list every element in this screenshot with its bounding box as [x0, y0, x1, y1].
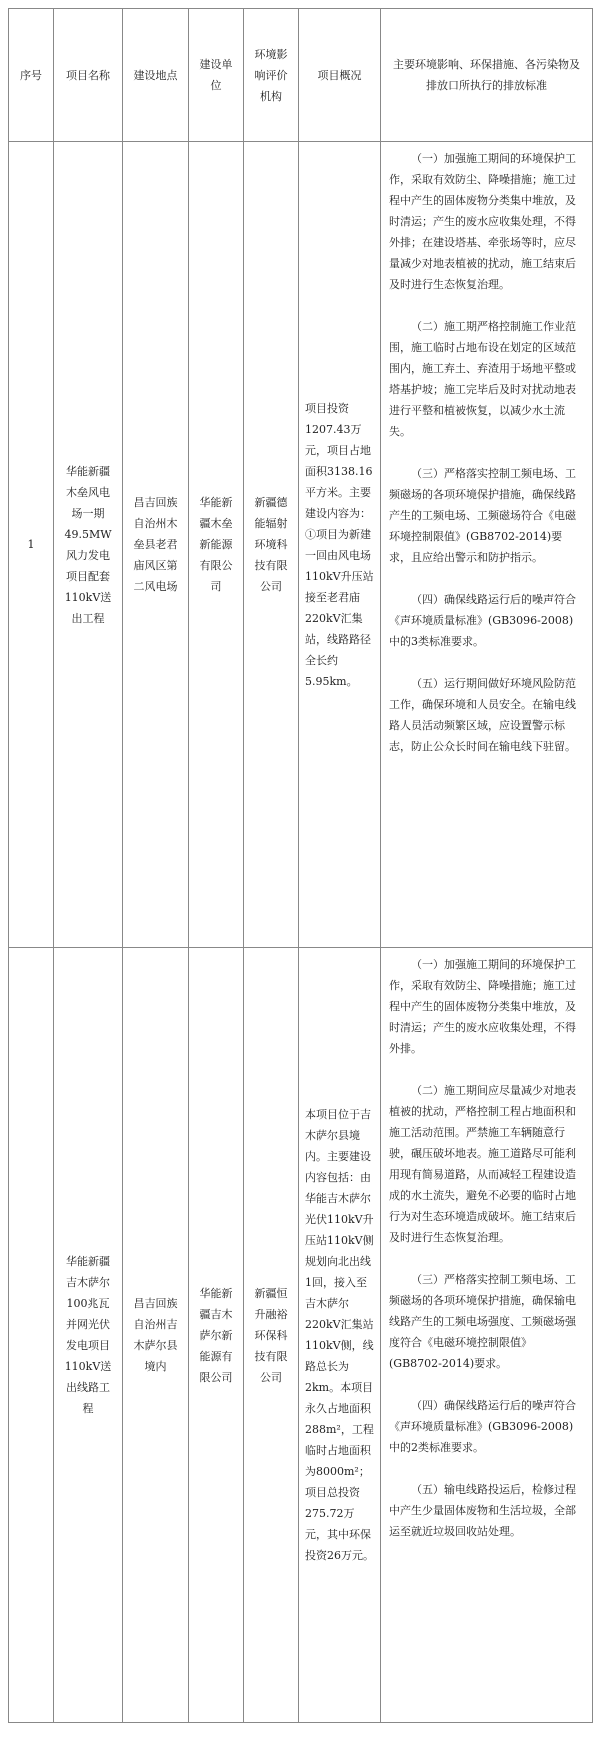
table-row — [9, 142, 593, 948]
header-agency: 环境影响评价机构 — [244, 9, 299, 142]
construction-site: 昌吉回族自治州木垒县老君庙风区第二风电场 — [123, 142, 189, 948]
assessment-agency: 新疆恒升融裕环保科技有限公司 — [244, 948, 299, 1723]
measure-item: （二）施工期间应尽量减少对地表植被的扰动，严格控制工程占地面积和施工活动范围。严禁施工车辆随意行驶，碾压破坏地表。施工道路尽可能利用现有简易道路，从而减轻工程建设造成的水土流失，避免不必要的临时占地行为对生态环境造成破坏。施工结束后及时进行生态恢复治理。 — [389, 1084, 576, 1244]
construction-unit: 华能新疆吉木萨尔新能源有限公司 — [189, 948, 244, 1723]
measure-item: （三）严格落实控制工频电场、工频磁场的各项环境保护措施，确保输电线路产生的工频电场强度、工频磁场强度符合《电磁环境控制限值》(GB8702-2014)要求。 — [389, 1273, 576, 1370]
measure-item: （一）加强施工期间的环境保护工作，采取有效防尘、降噪措施；施工过程中产生的固体废物分类集中堆放，及时清运；产生的废水应收集处理，不得外排。 — [389, 958, 576, 1055]
measure-item: （五）输电线路投运后，检修过程中产生少量固体废物和生活垃圾，全部运至就近垃圾回收站处理。 — [389, 1483, 576, 1538]
header-no: 序号 — [9, 9, 54, 142]
project-name: 华能新疆吉木萨尔100兆瓦并网光伏发电项目110kV送出线路工程 — [54, 948, 123, 1723]
construction-site: 昌吉回族自治州吉木萨尔县境内 — [123, 948, 189, 1723]
measure-item: （一）加强施工期间的环境保护工作，采取有效防尘、降噪措施；施工过程中产生的固体废物分类集中堆放，及时清运；产生的废水应收集处理，不得外排；在建设塔基、牵张场等时，应尽量减少对地表植被的扰动，施工结束后及时进行生态恢复治理。 — [389, 152, 576, 291]
measure-item: （五）运行期间做好环境风险防范工作，确保环境和人员安全。在输电线路人员活动频繁区域，应设置警示标志，防止公众长时间在输电线下驻留。 — [389, 677, 576, 753]
measure-item: （三）严格落实控制工频电场、工频磁场的各项环境保护措施，确保线路产生的工频电场、工频磁场符合《电磁环境控制限值》(GB8702-2014)要求，且应给出警示和防护指示。 — [389, 467, 576, 564]
construction-unit: 华能新疆木垒新能源有限公司 — [189, 142, 244, 948]
header-name: 项目名称 — [54, 9, 123, 142]
project-overview: 项目投资1207.43万元，项目占地面积3138.16平方米。主要建设内容为：①项目为新建一回由风电场110kV升压站接至老君庙220kV汇集站，线路路径全长约5.95km。 — [299, 142, 381, 948]
measures-cell — [381, 948, 593, 1723]
header-unit: 建设单位 — [189, 9, 244, 142]
assessment-agency: 新疆德能辐射环境科技有限公司 — [244, 142, 299, 948]
project-table — [8, 8, 593, 1723]
measure-item: （四）确保线路运行后的噪声符合《声环境质量标准》(GB3096-2008)中的2类标准要求。 — [389, 1399, 576, 1454]
table-row — [9, 948, 593, 1723]
header-overview: 项目概况 — [299, 9, 381, 142]
header-site: 建设地点 — [123, 9, 189, 142]
header-row — [9, 9, 593, 142]
measure-item: （四）确保线路运行后的噪声符合《声环境质量标准》(GB3096-2008)中的3类标准要求。 — [389, 593, 576, 648]
project-overview: 本项目位于吉木萨尔县境内。主要建设内容包括：由华能吉木萨尔光伏110kV升压站110kV侧规划向北出线1回，接入至吉木萨尔220kV汇集站110kV侧，线路总长为2km。本项目永久占地面积288m²，工程临时占地面积为8000m²；项目总投资275.72万元，其中环保投资26万元。 — [299, 948, 381, 1723]
header-measures: 主要环境影响、环保措施、各污染物及排放口所执行的排放标准 — [381, 9, 593, 142]
project-name: 华能新疆木垒风电场一期49.5MW风力发电项目配套110kV送出工程 — [54, 142, 123, 948]
row-no: 1 — [9, 142, 54, 948]
measures-cell — [381, 142, 593, 948]
measure-item: （二）施工期严格控制施工作业范围，施工临时占地布设在划定的区域范围内，施工弃土、弃渣用于场地平整或塔基护坡；施工完毕后及时对扰动地表进行平整和植被恢复，以减少水土流失。 — [389, 320, 576, 438]
row-no — [9, 948, 54, 1723]
